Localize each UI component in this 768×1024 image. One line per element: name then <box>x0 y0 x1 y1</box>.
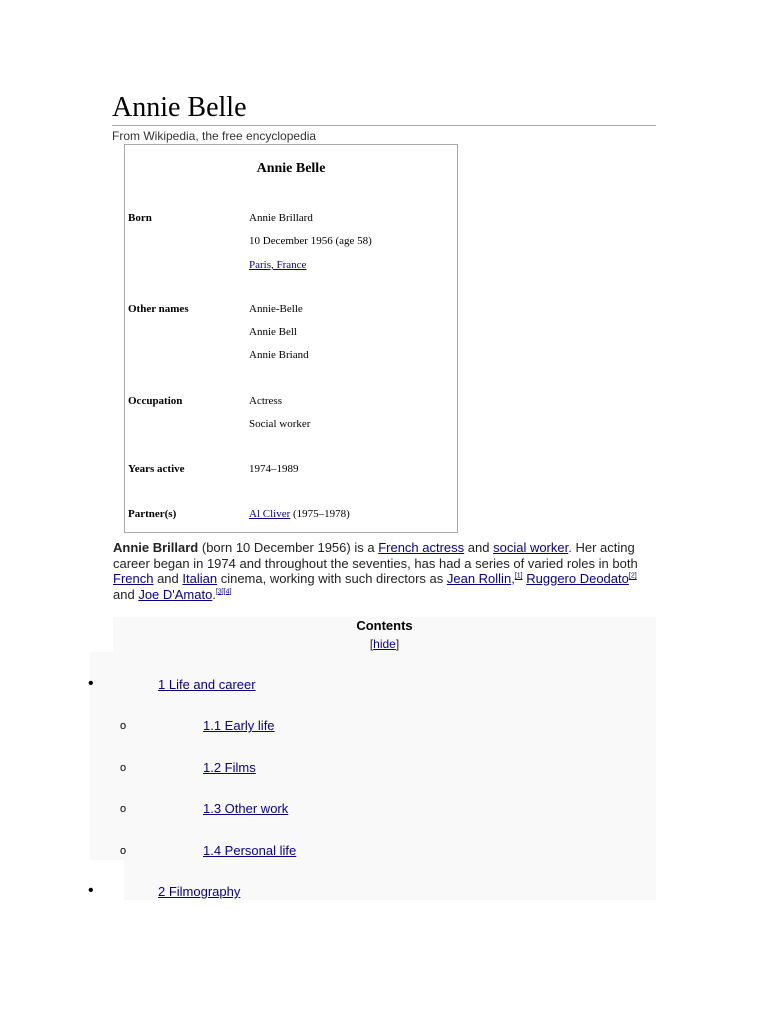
lead-text: . <box>212 586 216 602</box>
toc-item-early-life[interactable]: 1.1 Early life <box>203 718 275 733</box>
infobox-years-active-label: Years active <box>128 463 185 475</box>
french-actress-link[interactable]: French actress <box>378 540 465 555</box>
infobox-born-date: 10 December 1956 (age 58) <box>249 235 372 247</box>
infobox-other-name: Annie Briand <box>249 349 309 361</box>
infobox-partner <box>249 508 350 520</box>
lead-text: (born 10 December 1956) is a <box>198 540 379 555</box>
lead-text: . Her acting career began in 1974 and throughout the seventies, has had a series of varied roles in both <box>113 540 638 571</box>
infobox-born-label: Born <box>128 212 152 224</box>
lead-text: and <box>153 571 183 586</box>
toc-item-personal-life[interactable]: 1.4 Personal life <box>203 843 297 858</box>
lead-text: and <box>464 540 494 555</box>
title-divider <box>112 125 656 126</box>
infobox-born-place-link[interactable]: Paris, France <box>249 259 307 271</box>
toc-hide-link[interactable]: hide <box>373 637 396 651</box>
infobox <box>124 144 458 533</box>
infobox-other-names-label: Other names <box>128 303 189 315</box>
infobox-partner-label: Partner(s) <box>128 508 177 520</box>
lead-bold-name: Annie Brillard <box>113 540 199 555</box>
ruggero-deodato-link[interactable]: Ruggero Deodato <box>526 571 629 586</box>
reference-link[interactable]: [2] <box>628 572 637 580</box>
infobox-occupation-label: Occupation <box>128 395 183 407</box>
infobox-occupation: Social worker <box>249 418 311 430</box>
joe-damato-link[interactable]: Joe D'Amato <box>138 586 213 602</box>
toc-item-other-work[interactable]: 1.3 Other work <box>203 801 289 816</box>
reference-link[interactable]: [3][4] <box>215 588 232 596</box>
bullet-filled-icon: • <box>88 675 94 692</box>
toc-hide-control <box>113 637 656 651</box>
partner-years: (1975–1978) <box>290 508 350 520</box>
lead-paragraph <box>113 540 658 602</box>
bullet-hollow-icon: o <box>120 720 127 732</box>
infobox-born-name: Annie Brillard <box>249 212 313 224</box>
italian-link[interactable]: Italian <box>182 571 218 586</box>
infobox-other-name: Annie-Belle <box>249 303 303 315</box>
infobox-other-name: Annie Bell <box>249 326 297 338</box>
site-tagline: From Wikipedia, the free encyclopedia <box>112 129 317 143</box>
infobox-years-active: 1974–1989 <box>249 463 299 475</box>
toc-title: Contents <box>356 618 413 633</box>
french-link[interactable]: French <box>113 571 154 586</box>
infobox-occupation: Actress <box>249 395 282 407</box>
page-title: Annie Belle <box>112 92 247 123</box>
toc-item-filmography[interactable]: 2 Filmography <box>158 884 241 899</box>
bullet-hollow-icon: o <box>120 762 127 774</box>
lead-text: , <box>511 571 515 586</box>
bullet-filled-icon: • <box>88 882 94 899</box>
toc-gap <box>90 860 124 900</box>
infobox-title: Annie Belle <box>256 161 326 176</box>
toc-item-films[interactable]: 1.2 Films <box>203 760 256 775</box>
toc-bracket: ] <box>395 637 400 651</box>
lead-text: cinema, working with such directors as <box>217 571 447 586</box>
toc-bracket: [ <box>369 637 374 651</box>
social-worker-link[interactable]: social worker <box>493 540 569 555</box>
reference-link[interactable]: [1] <box>514 572 523 580</box>
lead-text: and <box>113 586 139 602</box>
bullet-hollow-icon: o <box>120 845 127 857</box>
partner-link[interactable]: Al Cliver <box>249 508 291 520</box>
bullet-hollow-icon: o <box>120 803 127 815</box>
toc-item-life-and-career[interactable]: 1 Life and career <box>158 677 256 692</box>
jean-rollin-link[interactable]: Jean Rollin <box>446 571 512 586</box>
